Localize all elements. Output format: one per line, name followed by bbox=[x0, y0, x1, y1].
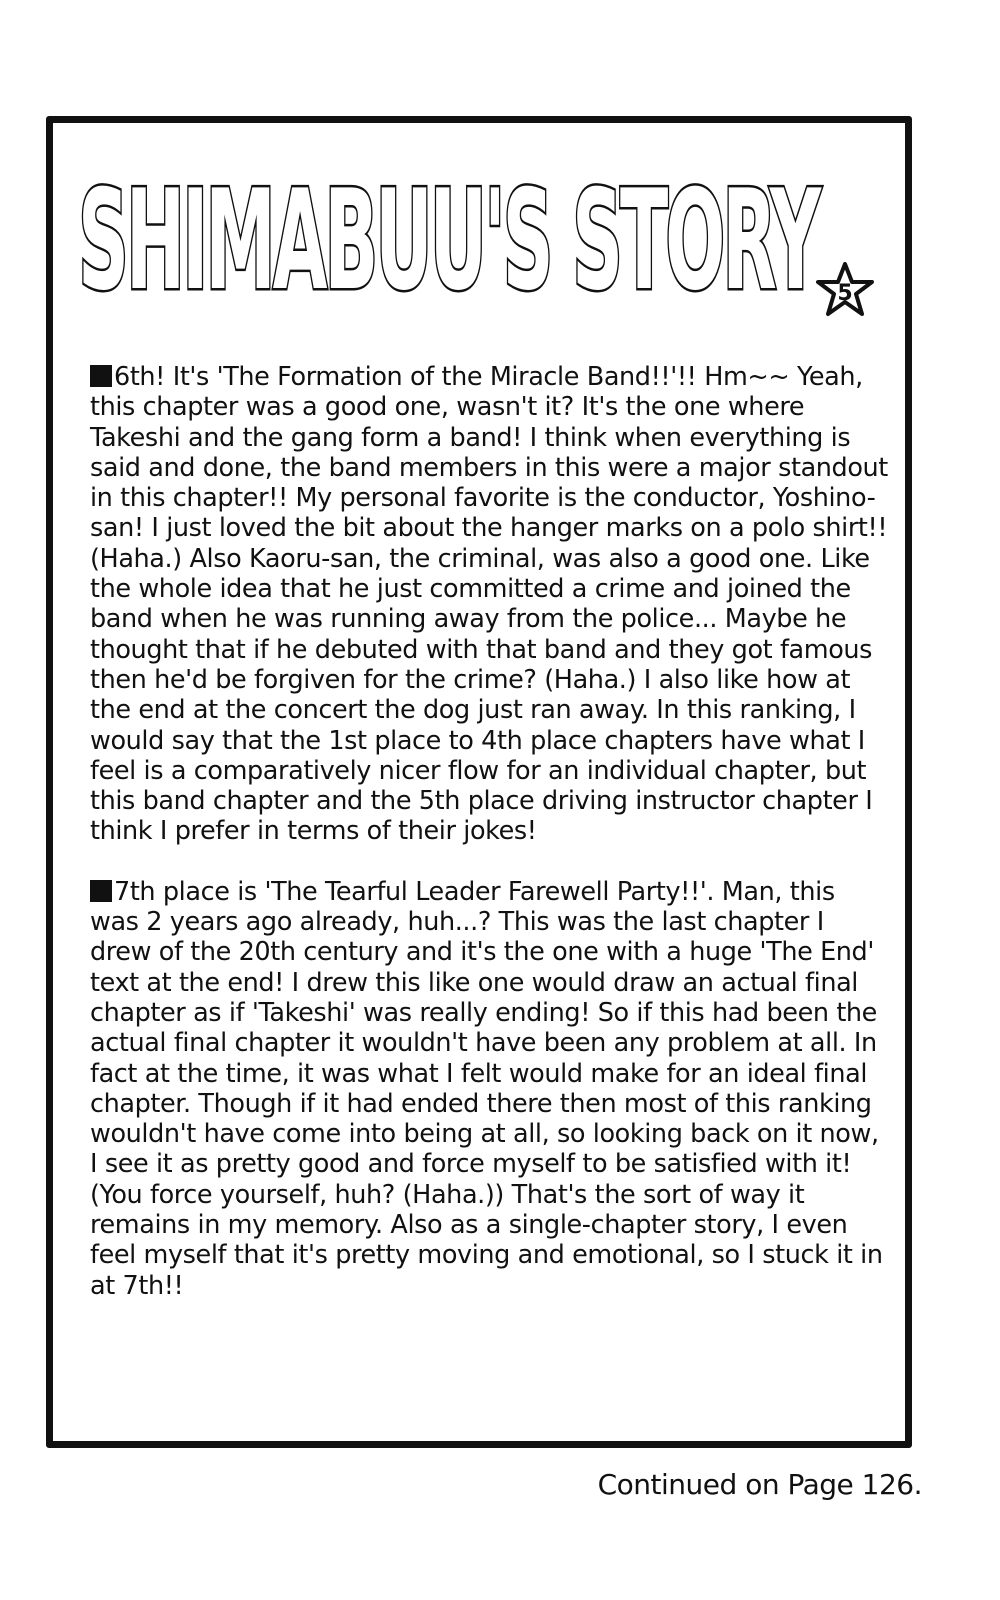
chapter-number: 5 bbox=[837, 281, 853, 306]
paragraph bbox=[90, 362, 890, 847]
paragraph-text: 6th! It's 'The Formation of the Miracle Band!!'!! Hm~~ Yeah, this chapter was a good one, wasn't it? It's the one where Takeshi and the gang form a band! I think when everything is said and done, the band members in this were a major standout in this chapter!! My personal favorite is the conductor, Yoshino-san! I just loved the bit about the hanger marks on a polo shirt!! (Haha.) Also Kaoru-san, the criminal, was also a good one. Like the whole idea that he just committed a crime and joined the band when he was running away from the police... Maybe he thought that if he debuted with that band and they got famous then he'd be forgiven for the crime? (Haha.) I also like how at the end at the concert the dog just ran away. In this ranking, I would say that the 1st place to 4th place chapters have what I feel is a comparatively nicer flow for an individual chapter, but this band chapter and the 5th place driving instructor chapter I think I prefer in terms of their jokes! bbox=[90, 362, 888, 847]
paragraph-text: 7th place is 'The Tearful Leader Farewell Party!!'. Man, this was 2 years ago already, huh...? This was the last chapter I drew of the 20th century and it's the one with a huge 'The End' text at the end! I drew this like one would draw an actual final chapter as if 'Takeshi' was really ending! So if this had been the actual final chapter it wouldn't have been any problem at all. In fact at the time, it was what I felt would make for an ideal final chapter. Though if it had ended there then most of this ranking wouldn't have come into being at all, so looking back on it now, I see it as pretty good and force myself to be satisfied with it! (You force yourself, huh? (Haha.)) That's the sort of way it remains in my memory. Also as a single-chapter story, I even feel myself that it's pretty moving and emotional, so I stuck it in at 7th!! bbox=[90, 876, 883, 1301]
title-logo bbox=[72, 126, 872, 341]
bullet-square-icon bbox=[90, 365, 112, 387]
page-title: SHIMABUU'S STORY bbox=[78, 160, 823, 321]
paragraph bbox=[90, 877, 890, 1301]
bullet-square-icon bbox=[90, 880, 112, 902]
continued-note: Continued on Page 126. bbox=[597, 1468, 922, 1501]
chapter-star-badge bbox=[816, 262, 874, 320]
story-body bbox=[90, 362, 890, 1331]
